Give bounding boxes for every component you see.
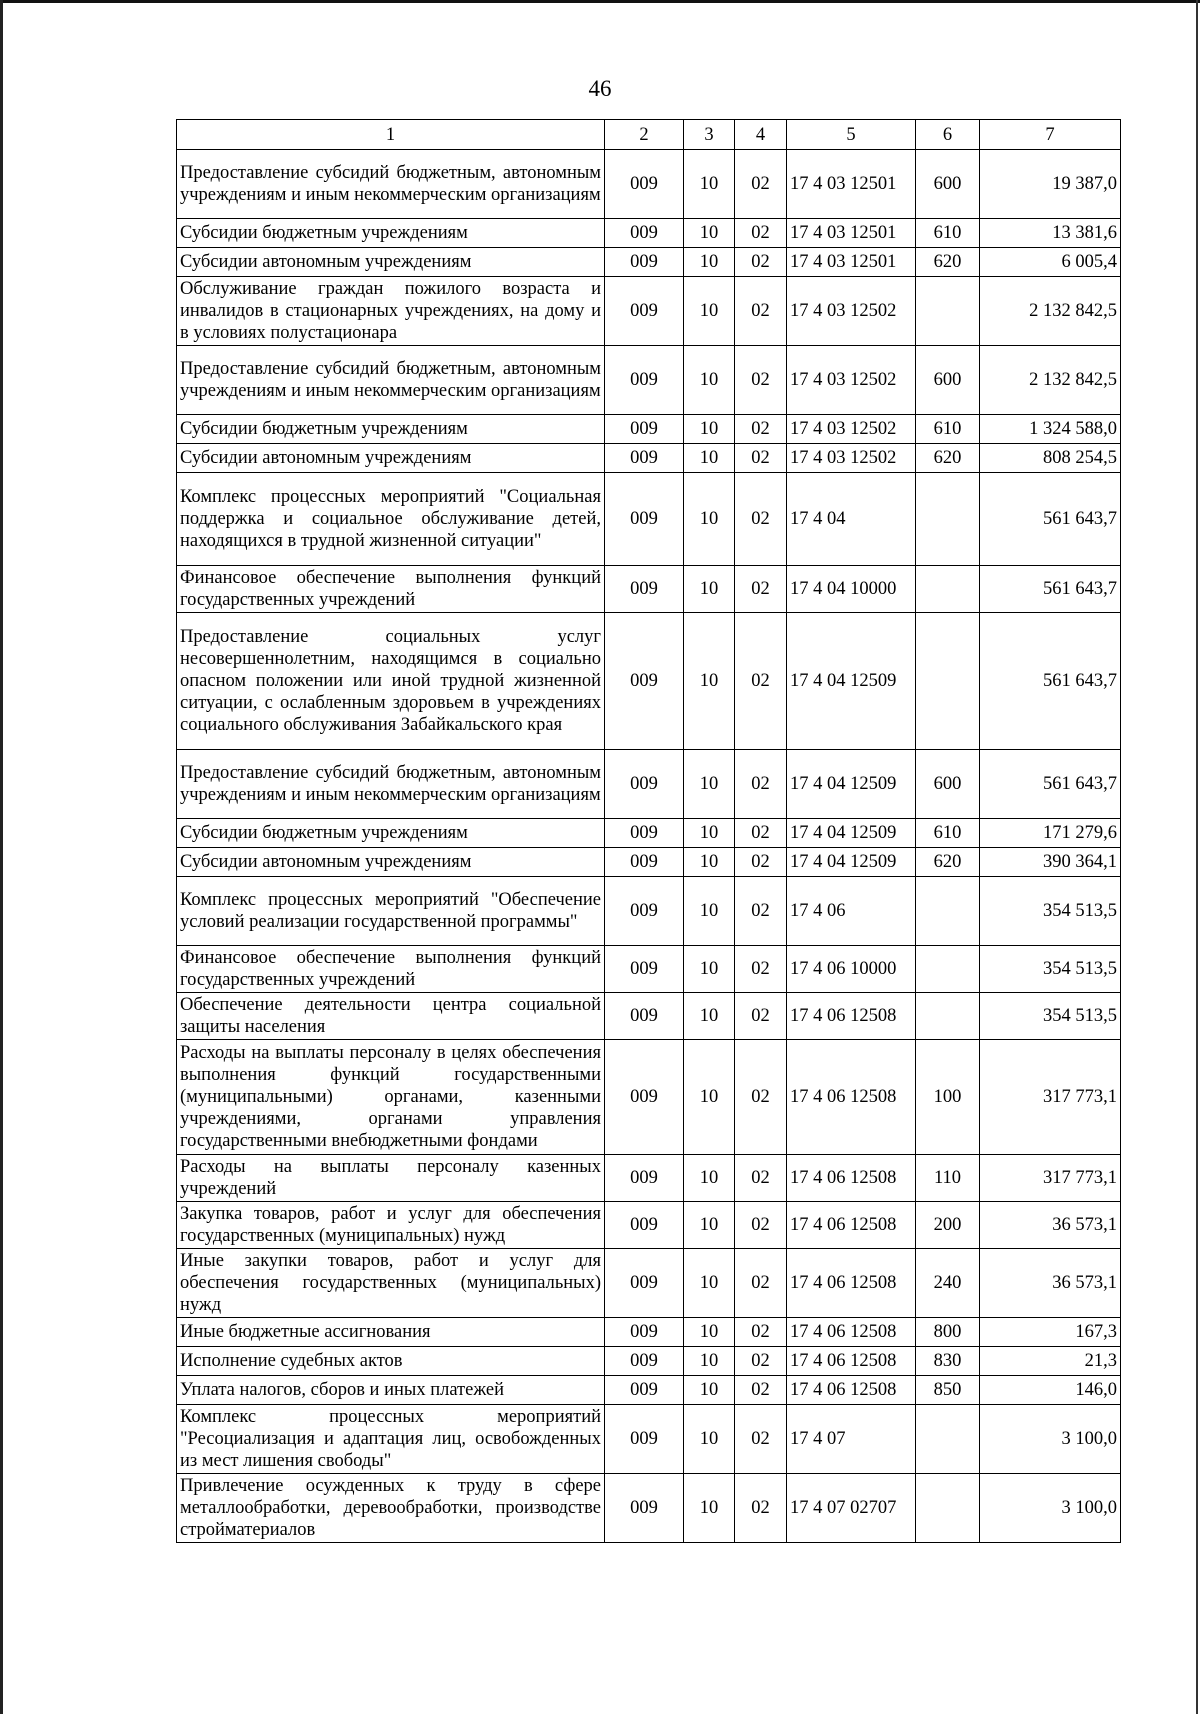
row-col-4: 02 <box>735 248 787 277</box>
row-col-5: 17 4 04 12509 <box>787 750 916 819</box>
row-col-7: 3 100,0 <box>980 1405 1121 1474</box>
table-row <box>177 946 1121 993</box>
row-col-2: 009 <box>605 993 684 1040</box>
table-row <box>177 1376 1121 1405</box>
row-col-5: 17 4 04 12509 <box>787 613 916 750</box>
row-col-5: 17 4 07 02707 <box>787 1474 916 1543</box>
row-col-4: 02 <box>735 1202 787 1249</box>
row-col-3: 10 <box>684 1347 735 1376</box>
scan-edge-right <box>1196 0 1198 1714</box>
row-col-7: 13 381,6 <box>980 219 1121 248</box>
row-col-7: 390 364,1 <box>980 848 1121 877</box>
row-col-2: 009 <box>605 946 684 993</box>
scan-edge-left <box>0 0 3 1714</box>
row-col-4: 02 <box>735 346 787 415</box>
table-row <box>177 150 1121 219</box>
row-name: Привлечение осужденных к труду в сфере металлообработки, деревообработки, производстве стройматериалов <box>177 1474 605 1543</box>
row-col-4: 02 <box>735 1347 787 1376</box>
row-col-4: 02 <box>735 877 787 946</box>
row-name: Исполнение судебных актов <box>177 1347 605 1376</box>
row-col-3: 10 <box>684 248 735 277</box>
row-col-5: 17 4 04 12509 <box>787 848 916 877</box>
row-name: Обеспечение деятельности центра социальной защиты населения <box>177 993 605 1040</box>
row-col-2: 009 <box>605 877 684 946</box>
column-header-1: 1 <box>177 120 605 150</box>
row-col-6 <box>916 613 980 750</box>
row-col-2: 009 <box>605 1347 684 1376</box>
row-col-4: 02 <box>735 1318 787 1347</box>
table-row <box>177 1249 1121 1318</box>
row-col-6 <box>916 1474 980 1543</box>
row-col-6 <box>916 277 980 346</box>
table-row <box>177 473 1121 566</box>
row-col-6: 610 <box>916 819 980 848</box>
row-col-7: 561 643,7 <box>980 750 1121 819</box>
table-row <box>177 1405 1121 1474</box>
table-header-row <box>177 120 1121 150</box>
table-row <box>177 248 1121 277</box>
row-col-3: 10 <box>684 473 735 566</box>
row-col-4: 02 <box>735 848 787 877</box>
page-number: 46 <box>588 76 612 101</box>
row-col-2: 009 <box>605 1040 684 1155</box>
table-row <box>177 848 1121 877</box>
row-col-2: 009 <box>605 1405 684 1474</box>
row-col-6 <box>916 993 980 1040</box>
row-col-2: 009 <box>605 277 684 346</box>
row-col-6: 830 <box>916 1347 980 1376</box>
row-col-2: 009 <box>605 613 684 750</box>
row-col-2: 009 <box>605 848 684 877</box>
row-col-5: 17 4 07 <box>787 1405 916 1474</box>
column-header-5: 5 <box>787 120 916 150</box>
row-col-6 <box>916 1405 980 1474</box>
row-col-7: 561 643,7 <box>980 473 1121 566</box>
row-col-2: 009 <box>605 346 684 415</box>
row-name: Субсидии автономным учреждениям <box>177 444 605 473</box>
table-row <box>177 219 1121 248</box>
row-col-3: 10 <box>684 993 735 1040</box>
table-row <box>177 1318 1121 1347</box>
row-col-4: 02 <box>735 750 787 819</box>
row-col-2: 009 <box>605 750 684 819</box>
row-col-2: 009 <box>605 1249 684 1318</box>
row-name: Иные бюджетные ассигнования <box>177 1318 605 1347</box>
table-row <box>177 613 1121 750</box>
row-col-3: 10 <box>684 1040 735 1155</box>
row-col-6: 100 <box>916 1040 980 1155</box>
row-name: Предоставление субсидий бюджетным, автономным учреждениям и иным некоммерческим организациям <box>177 150 605 219</box>
row-name: Комплекс процессных мероприятий "Обеспечение условий реализации государственной программы" <box>177 877 605 946</box>
row-name: Субсидии автономным учреждениям <box>177 848 605 877</box>
row-col-5: 17 4 06 12508 <box>787 1040 916 1155</box>
row-col-5: 17 4 06 12508 <box>787 993 916 1040</box>
row-col-3: 10 <box>684 848 735 877</box>
row-name: Субсидии бюджетным учреждениям <box>177 219 605 248</box>
row-col-3: 10 <box>684 1474 735 1543</box>
row-col-7: 167,3 <box>980 1318 1121 1347</box>
row-col-6: 620 <box>916 248 980 277</box>
row-col-2: 009 <box>605 1318 684 1347</box>
row-col-7: 561 643,7 <box>980 566 1121 613</box>
row-name: Иные закупки товаров, работ и услуг для обеспечения государственных (муниципальных) нужд <box>177 1249 605 1318</box>
row-col-5: 17 4 06 12508 <box>787 1249 916 1318</box>
scan-edge-top <box>0 0 1200 3</box>
row-col-5: 17 4 06 12508 <box>787 1347 916 1376</box>
row-col-3: 10 <box>684 150 735 219</box>
row-name: Обслуживание граждан пожилого возраста и инвалидов в стационарных учреждениях, на дому и в условиях полустационара <box>177 277 605 346</box>
row-col-2: 009 <box>605 473 684 566</box>
row-col-3: 10 <box>684 946 735 993</box>
row-col-3: 10 <box>684 613 735 750</box>
row-col-3: 10 <box>684 750 735 819</box>
row-col-5: 17 4 03 12501 <box>787 248 916 277</box>
table-row <box>177 819 1121 848</box>
column-header-7: 7 <box>980 120 1121 150</box>
row-col-6: 110 <box>916 1155 980 1202</box>
row-col-7: 36 573,1 <box>980 1249 1121 1318</box>
table-row <box>177 346 1121 415</box>
row-col-5: 17 4 06 <box>787 877 916 946</box>
table-row <box>177 1040 1121 1155</box>
row-col-2: 009 <box>605 1474 684 1543</box>
table-row <box>177 1347 1121 1376</box>
row-col-5: 17 4 04 <box>787 473 916 566</box>
row-col-3: 10 <box>684 1376 735 1405</box>
row-name: Финансовое обеспечение выполнения функций государственных учреждений <box>177 566 605 613</box>
row-col-2: 009 <box>605 566 684 613</box>
row-col-6: 600 <box>916 750 980 819</box>
row-col-2: 009 <box>605 819 684 848</box>
row-col-6: 600 <box>916 346 980 415</box>
row-col-2: 009 <box>605 150 684 219</box>
budget-table <box>176 119 1121 1543</box>
table-row <box>177 993 1121 1040</box>
row-col-3: 10 <box>684 1155 735 1202</box>
row-col-5: 17 4 06 12508 <box>787 1376 916 1405</box>
row-col-7: 561 643,7 <box>980 613 1121 750</box>
row-col-6 <box>916 473 980 566</box>
row-col-4: 02 <box>735 993 787 1040</box>
row-name: Комплекс процессных мероприятий "Ресоциализация и адаптация лиц, освобожденных из мест лишения свободы" <box>177 1405 605 1474</box>
row-col-5: 17 4 06 12508 <box>787 1155 916 1202</box>
row-col-7: 36 573,1 <box>980 1202 1121 1249</box>
table-row <box>177 1202 1121 1249</box>
row-col-4: 02 <box>735 819 787 848</box>
row-name: Субсидии бюджетным учреждениям <box>177 415 605 444</box>
table-row <box>177 1155 1121 1202</box>
row-col-5: 17 4 03 12502 <box>787 346 916 415</box>
row-col-3: 10 <box>684 444 735 473</box>
table-row <box>177 277 1121 346</box>
row-col-4: 02 <box>735 219 787 248</box>
row-col-3: 10 <box>684 277 735 346</box>
row-col-5: 17 4 06 12508 <box>787 1318 916 1347</box>
row-name: Предоставление социальных услуг несовершеннолетним, находящимся в социально опасном положении или иной трудной жизненной ситуации, с ослабленным здоровьем в учреждениях социального обслуживания Забайкальского края <box>177 613 605 750</box>
row-col-6: 620 <box>916 848 980 877</box>
row-col-2: 009 <box>605 248 684 277</box>
row-col-3: 10 <box>684 1405 735 1474</box>
row-name: Предоставление субсидий бюджетным, автономным учреждениям и иным некоммерческим организациям <box>177 750 605 819</box>
row-col-7: 354 513,5 <box>980 946 1121 993</box>
row-col-5: 17 4 03 12502 <box>787 277 916 346</box>
row-col-4: 02 <box>735 1249 787 1318</box>
row-col-7: 6 005,4 <box>980 248 1121 277</box>
row-col-5: 17 4 03 12501 <box>787 150 916 219</box>
row-name: Финансовое обеспечение выполнения функций государственных учреждений <box>177 946 605 993</box>
row-col-6: 620 <box>916 444 980 473</box>
table-row <box>177 566 1121 613</box>
row-col-5: 17 4 04 12509 <box>787 819 916 848</box>
row-col-5: 17 4 06 10000 <box>787 946 916 993</box>
row-col-4: 02 <box>735 444 787 473</box>
row-col-3: 10 <box>684 346 735 415</box>
row-col-7: 317 773,1 <box>980 1040 1121 1155</box>
row-col-3: 10 <box>684 1318 735 1347</box>
row-col-3: 10 <box>684 1202 735 1249</box>
row-col-3: 10 <box>684 877 735 946</box>
row-col-6 <box>916 566 980 613</box>
row-col-2: 009 <box>605 444 684 473</box>
row-col-7: 354 513,5 <box>980 993 1121 1040</box>
column-header-2: 2 <box>605 120 684 150</box>
row-col-2: 009 <box>605 1155 684 1202</box>
row-name: Закупка товаров, работ и услуг для обеспечения государственных (муниципальных) нужд <box>177 1202 605 1249</box>
column-header-4: 4 <box>735 120 787 150</box>
column-header-6: 6 <box>916 120 980 150</box>
row-col-6: 200 <box>916 1202 980 1249</box>
row-col-7: 2 132 842,5 <box>980 277 1121 346</box>
row-col-6: 800 <box>916 1318 980 1347</box>
row-col-7: 354 513,5 <box>980 877 1121 946</box>
row-col-4: 02 <box>735 1405 787 1474</box>
row-col-5: 17 4 03 12502 <box>787 415 916 444</box>
row-col-4: 02 <box>735 1040 787 1155</box>
table-row <box>177 1474 1121 1543</box>
row-col-7: 808 254,5 <box>980 444 1121 473</box>
table-row <box>177 415 1121 444</box>
row-col-7: 146,0 <box>980 1376 1121 1405</box>
row-col-6: 240 <box>916 1249 980 1318</box>
row-name: Расходы на выплаты персоналу казенных учреждений <box>177 1155 605 1202</box>
row-col-7: 21,3 <box>980 1347 1121 1376</box>
row-col-4: 02 <box>735 946 787 993</box>
row-name: Расходы на выплаты персоналу в целях обеспечения выполнения функций государственными (муниципальными) органами, казенными учреждениями, органами управления государственными внебюджетными фондами <box>177 1040 605 1155</box>
row-col-5: 17 4 03 12502 <box>787 444 916 473</box>
row-col-6: 850 <box>916 1376 980 1405</box>
row-col-7: 3 100,0 <box>980 1474 1121 1543</box>
row-col-6 <box>916 877 980 946</box>
row-col-7: 1 324 588,0 <box>980 415 1121 444</box>
row-name: Субсидии бюджетным учреждениям <box>177 819 605 848</box>
row-col-4: 02 <box>735 277 787 346</box>
row-col-2: 009 <box>605 219 684 248</box>
row-col-5: 17 4 03 12501 <box>787 219 916 248</box>
row-col-4: 02 <box>735 473 787 566</box>
row-name: Субсидии автономным учреждениям <box>177 248 605 277</box>
row-col-2: 009 <box>605 415 684 444</box>
row-col-4: 02 <box>735 1155 787 1202</box>
row-col-5: 17 4 04 10000 <box>787 566 916 613</box>
row-col-7: 2 132 842,5 <box>980 346 1121 415</box>
row-col-3: 10 <box>684 219 735 248</box>
row-col-4: 02 <box>735 1376 787 1405</box>
row-name: Уплата налогов, сборов и иных платежей <box>177 1376 605 1405</box>
row-col-6 <box>916 946 980 993</box>
row-col-4: 02 <box>735 415 787 444</box>
row-col-6: 600 <box>916 150 980 219</box>
table-row <box>177 444 1121 473</box>
row-col-7: 317 773,1 <box>980 1155 1121 1202</box>
row-col-4: 02 <box>735 1474 787 1543</box>
row-name: Предоставление субсидий бюджетным, автономным учреждениям и иным некоммерческим организациям <box>177 346 605 415</box>
table-row <box>177 750 1121 819</box>
row-col-3: 10 <box>684 566 735 613</box>
row-col-2: 009 <box>605 1202 684 1249</box>
row-col-4: 02 <box>735 613 787 750</box>
row-col-3: 10 <box>684 1249 735 1318</box>
column-header-3: 3 <box>684 120 735 150</box>
row-col-4: 02 <box>735 150 787 219</box>
row-col-3: 10 <box>684 819 735 848</box>
row-col-7: 171 279,6 <box>980 819 1121 848</box>
row-col-7: 19 387,0 <box>980 150 1121 219</box>
row-name: Комплекс процессных мероприятий "Социальная поддержка и социальное обслуживание детей, находящихся в трудной жизненной ситуации" <box>177 473 605 566</box>
table-row <box>177 877 1121 946</box>
row-col-2: 009 <box>605 1376 684 1405</box>
row-col-3: 10 <box>684 415 735 444</box>
row-col-4: 02 <box>735 566 787 613</box>
row-col-5: 17 4 06 12508 <box>787 1202 916 1249</box>
row-col-6: 610 <box>916 415 980 444</box>
row-col-6: 610 <box>916 219 980 248</box>
